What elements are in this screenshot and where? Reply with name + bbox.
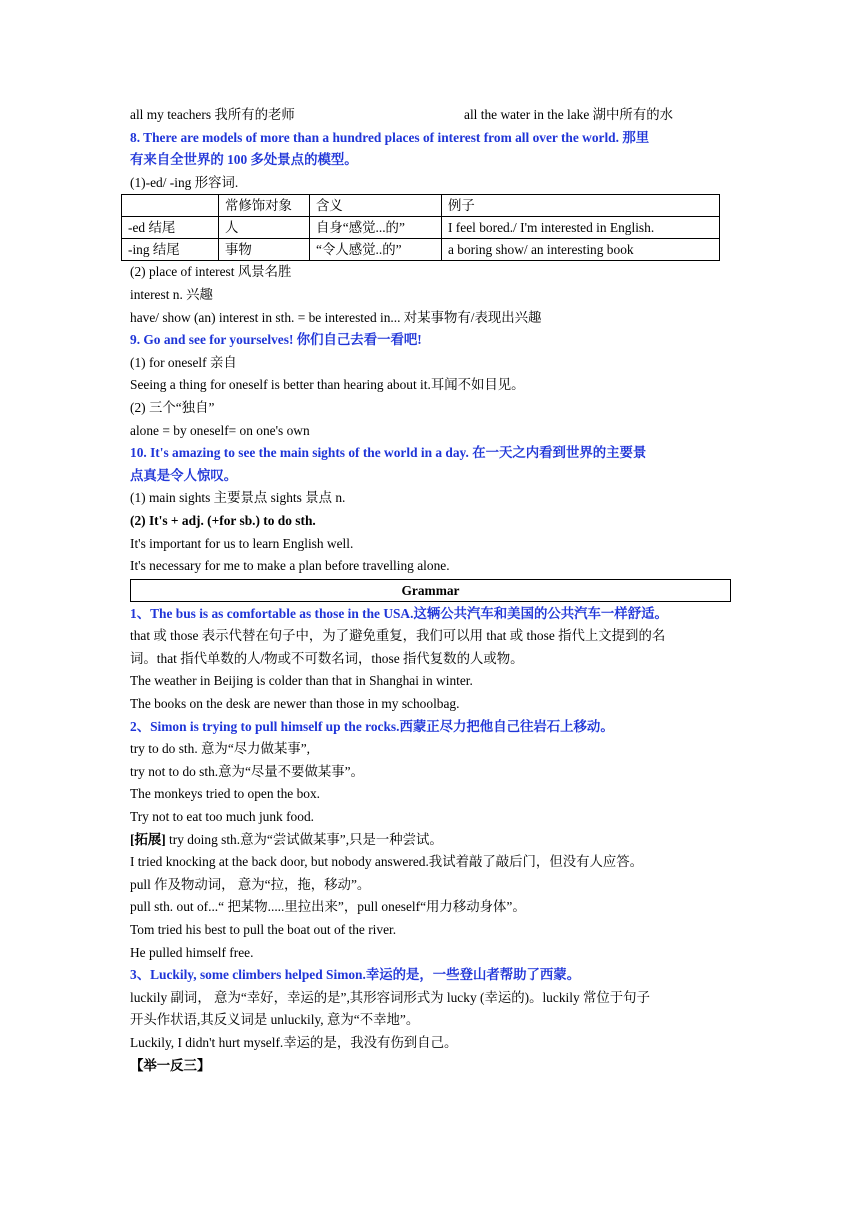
section-8-title-line-1: 8. There are models of more than a hundred places of interest from all over the world. 那里 (130, 129, 650, 145)
interest-noun-line: interest n. 兴趣 (130, 286, 213, 302)
main-sights-line: (1) main sights 主要景点 sights 景点 n. (130, 490, 346, 506)
example-all-water: all the water in the lake 湖中所有的水 (464, 107, 673, 122)
table-cell: 人 (219, 217, 310, 239)
luckily-desc-line-1: luckily 副词， 意为“幸好，幸运的是”,其形容词形式为 lucky (幸运的)。luckily 常位于句子 (130, 989, 650, 1005)
document-page (130, 104, 730, 1077)
pull-out-line: pull sth. out of...“ 把某物.....里拉出来”，pull oneself“用力移动身体”。 (130, 899, 526, 915)
table-cell: “令人感觉..的” (310, 239, 442, 261)
grammar-3-title: 3、Luckily, some climbers helped Simon.幸运的是，一些登山者帮助了西蒙。 (130, 967, 581, 983)
table-header-cell: 例子 (442, 195, 720, 217)
pull-verb-line: pull 作及物动词， 意为“拉，拖，移动”。 (130, 876, 371, 892)
grammar-1-desc-line-1: that 或 those 表示代替在句子中，为了避免重复，我们可以用 that 或 those 指代上文提到的名 (130, 628, 666, 644)
table-cell: I feel bored./ I'm interested in English. (442, 217, 720, 239)
try-not-line: try not to do sth.意为“尽量不要做某事”。 (130, 763, 364, 779)
expand-text: try doing sth.意为“尝试做某事”,只是一种尝试。 (165, 831, 443, 847)
weather-example-line: The weather in Beijing is colder than that in Shanghai in winter. (130, 673, 473, 689)
table-row (122, 217, 720, 239)
section-8-title-line-2: 有来自全世界的 100 多处景点的模型。 (130, 152, 358, 168)
line-all-examples (130, 104, 730, 127)
ed-ing-table (121, 194, 720, 261)
expand-label: [拓展] (130, 831, 166, 847)
table-cell: 事物 (219, 239, 310, 261)
tom-example-line: Tom tried his best to pull the boat out of the river. (130, 922, 397, 937)
didnt-hurt-example-line: Luckily, I didn't hurt myself.幸运的是，我没有伤到自己。 (130, 1034, 458, 1050)
have-show-interest-line: have/ show (an) interest in sth. = be interested in... 对某事物有/表现出兴趣 (130, 309, 542, 325)
section-10-title-line-1: 10. It's amazing to see the main sights of the world in a day. 在一天之内看到世界的主要景 (130, 445, 647, 461)
books-example-line: The books on the desk are newer than those in my schoolbag. (130, 696, 460, 712)
ed-ing-heading: (1)-ed/ -ing 形容词. (130, 174, 239, 190)
expand-line (130, 829, 730, 852)
monkeys-example-line: The monkeys tried to open the box. (130, 786, 321, 802)
for-oneself-line: (1) for oneself 亲自 (130, 354, 237, 370)
place-of-interest-line: (2) place of interest 风景名胜 (130, 264, 292, 280)
alone-equivalents-line: alone = by oneself= on one's own (130, 422, 310, 438)
table-header-cell (122, 195, 219, 217)
table-row (122, 239, 720, 261)
grammar-1-title: 1、The bus is as comfortable as those in the USA.这辆公共汽车和美国的公共汽车一样舒适。 (130, 605, 668, 621)
he-pulled-example-line: He pulled himself free. (130, 944, 254, 960)
table-cell: -ed 结尾 (122, 217, 219, 239)
example-all-teachers: all my teachers 我所有的老师 (130, 107, 295, 122)
try-to-line: try to do sth. 意为“尽力做某事”, (130, 741, 311, 757)
luckily-desc-line-2: 开头作状语,其反义词是 unluckily, 意为“不幸地”。 (130, 1012, 420, 1028)
grammar-1-desc-line-2: 词。that 指代单数的人/物或不可数名词，those 指代复数的人或物。 (130, 650, 524, 666)
important-example-line: It's important for us to learn English well. (130, 535, 354, 551)
seeing-proverb-line: Seeing a thing for oneself is better than hearing about it.耳闻不如目见。 (130, 377, 525, 393)
table-cell: 自身“感觉...的” (310, 217, 442, 239)
grammar-2-title: 2、Simon is trying to pull himself up the rocks.西蒙正尽力把他自己往岩石上移动。 (130, 718, 614, 734)
necessary-example-line: It's necessary for me to make a plan before travelling alone. (130, 558, 450, 574)
knocking-example-line: I tried knocking at the back door, but nobody answered.我试着敲了敲后门，但没有人应答。 (130, 854, 644, 870)
table-header-row (122, 195, 720, 217)
table-header-cell: 常修饰对象 (219, 195, 310, 217)
table-header-cell: 含义 (310, 195, 442, 217)
section-10-title-line-2: 点真是令人惊叹。 (130, 467, 238, 483)
section-9-title: 9. Go and see for yourselves! 你们自己去看一看吧! (130, 332, 422, 348)
table-cell: a boring show/ an interesting book (442, 239, 720, 261)
its-adj-structure-line: (2) It's + adj. (+for sb.) to do sth. (130, 512, 316, 528)
three-alone-line: (2) 三个“独自” (130, 399, 215, 415)
grammar-heading: Grammar (130, 579, 731, 602)
table-cell: -ing 结尾 (122, 239, 219, 261)
junk-food-example-line: Try not to eat too much junk food. (130, 809, 314, 825)
practice-heading: 【举一反三】 (130, 1057, 211, 1073)
